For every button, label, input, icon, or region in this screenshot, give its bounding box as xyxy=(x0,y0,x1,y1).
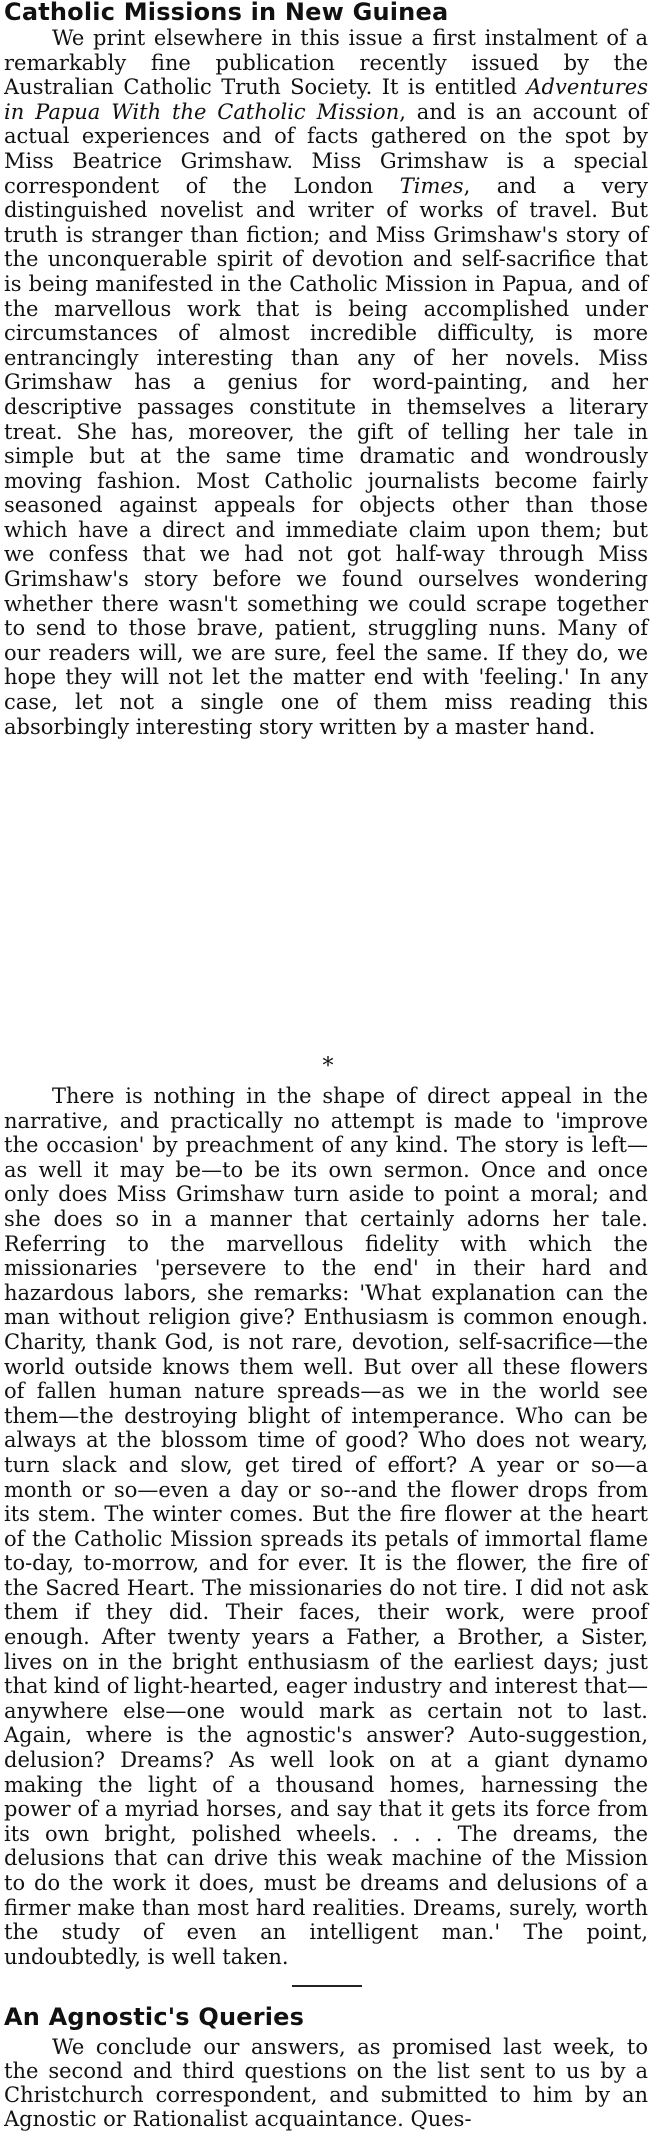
article-heading-catholic-missions: Catholic Missions in New Guinea xyxy=(4,0,449,26)
article-divider-rule xyxy=(292,1985,362,1987)
paragraph-text: , and a very distinguished novelist and writer of works of travel. But truth is stranger than fiction; and Miss Grimshaw's story of the unconquerable spirit of devotion and self-sacrifice that is being manifested in the Catholic Mission in Papua, and of the marvellous work that is being accomplished under circumstances of almost incredible difficulty, is more entrancingly interesting than any of her novels. Miss Grimshaw has a genius for word-painting, and her descriptive passages constitute in themselves a literary treat. She has, moreover, the gift of telling her tale in simple but at the same time dramatic and wondrously moving fashion. Most Catholic journalists become fairly seasoned against appeals for objects other than those which have a direct and immediate claim upon them; but we confess that we had not got half-way through Miss Grimshaw's story before we found ourselves wondering whether there wasn't something we could scrape together to send to those brave, patient, struggling nuns. Many of our readers will, we are sure, feel the same. If they do, we hope they will not let the matter end with 'feeling.' In any case, let not a single one of them miss reading this absorbingly interesting story written by a master hand. xyxy=(4,173,648,739)
section-separator-asterisk: * xyxy=(322,1054,334,1079)
article-paragraph-3: We conclude our answers, as promised last week, to the second and third questions on the list sent to us by a Christchurch correspondent, and submitted to him by an Agnostic or Rationalist acquaintance. Ques- xyxy=(4,2035,648,2131)
article-paragraph-2: There is nothing in the shape of direct appeal in the narrative, and practically no attempt is made to 'improve the occasion' by preachment of any kind. The story is left—as well it may be—to be its own sermon. Once and once only does Miss Grimshaw turn aside to point a moral; and she does so in a manner that certainly adorns her tale. Referring to the marvellous fidelity with which the missionaries 'persevere to the end' in their hard and hazardous labors, she remarks: 'What explanation can the man without religion give? Enthusiasm is common enough. Charity, thank God, is not rare, devotion, self-sacrifice—the world outside knows them well. But over all these flowers of fallen human nature spreads—as we in the world see them—the destroying blight of intemperance. Who can be always at the blossom time of good? Who does not weary, turn slack and slow, get tired of effort? A year or so—a month or so—even a day or so--and the flower drops from its stem. The winter comes. But the fire flower at the heart of the Catholic Mission spreads its petals of immortal flame to-day, to-morrow, and for ever. It is the flower, the fire of the Sacred Heart. The missionaries do not tire. I did not ask them if they did. Their faces, their work, were proof enough. After twenty years a Father, a Brother, a Sister, lives on in the bright enthusiasm of the earliest days; just that kind of light-hearted, eager industry and interest that—anywhere else—one would mark as certain not to last. Again, where is the agnostic's answer? Auto-suggestion, delusion? Dreams? As well look on at a giant dynamo making the light of a thousand homes, harnessing the power of a myriad horses, and say that it gets its force from its own bright, polished wheels. . . . The dreams, the delusions that can drive this weak machine of the Mission to do the work it does, must be dreams and delusions of a firmer make than most hard realities. Dreams, surely, worth the study of even an intelligent man.' The point, undoubtedly, is well taken. xyxy=(4,1084,648,1969)
paragraph-text: , and is an account of actual experiences and of facts gathered on the spot by Miss Beatrice Grimshaw. Miss Grimshaw is a special correspondent of the London xyxy=(4,99,648,198)
newspaper-name: Times xyxy=(399,173,464,198)
book-title: Adventures in Papua With the Catholic Mission xyxy=(4,75,648,124)
article-paragraph-1 xyxy=(4,26,648,739)
article-heading-agnostic-queries: An Agnostic's Queries xyxy=(4,2003,305,2031)
paragraph-text: We print elsewhere in this issue a first instalment of a remarkably fine publication recently issued by the Australian Catholic Truth Society. It is entitled xyxy=(4,26,648,100)
